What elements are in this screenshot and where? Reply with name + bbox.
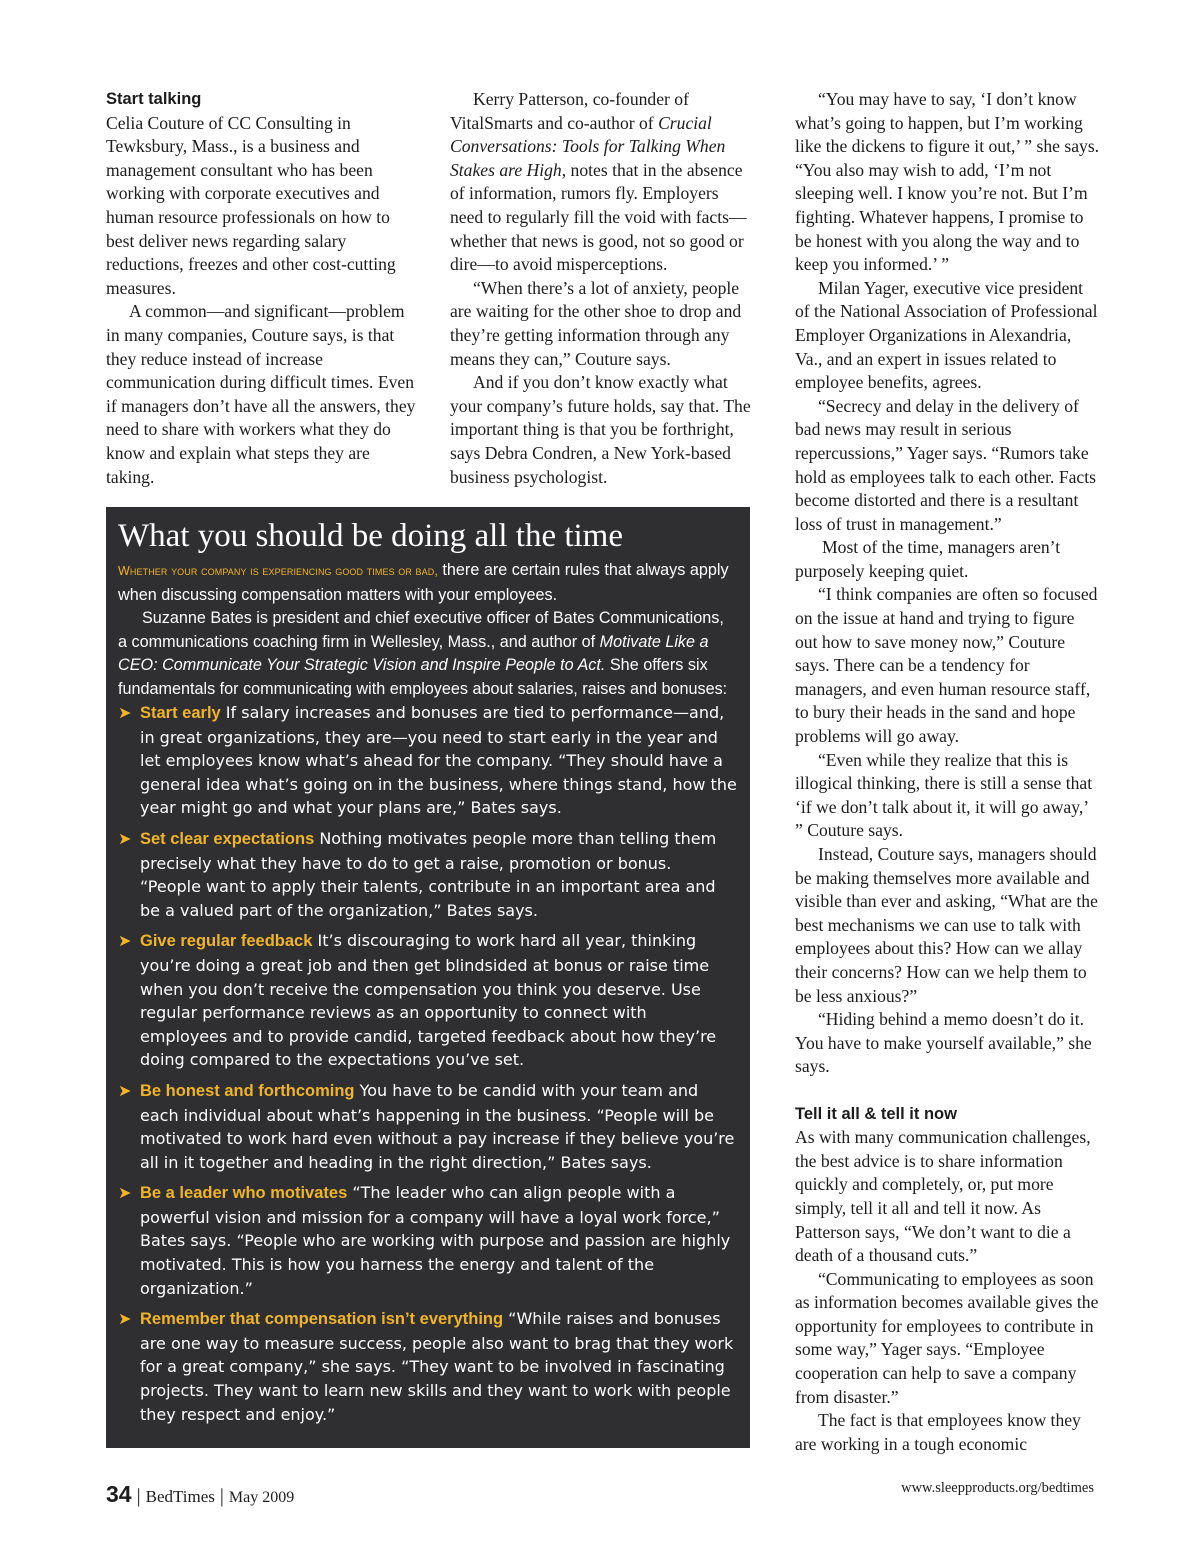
- footer-url: www.sleepproducts.org/bedtimes: [901, 1480, 1094, 1496]
- text: there are certain rules that always apply when discussing compensation matters with your employees.: [118, 561, 729, 604]
- item-heading: Be honest and forthcoming: [140, 1081, 355, 1100]
- paragraph: “Hiding behind a memo doesn’t do it. You have to make yourself available,” she says.: [795, 1009, 1092, 1077]
- column-1: [106, 88, 416, 489]
- list-item: [118, 701, 737, 820]
- text: She offers six fundamentals for communicating with employees about salaries, raises and bonuses:: [118, 656, 728, 698]
- sidebar-lead-in: Whether your company is experiencing good times or bad,: [118, 564, 438, 578]
- paragraph: Celia Couture of CC Consulting in Tewksbury, Mass., is a business and management consultant who has been working with corporate executives and human resource professionals on how to best deliver news regarding salary reductions, freezes and other cost-cutting measures.: [106, 112, 396, 298]
- paragraph: “I think companies are often so focused on the issue at hand and trying to figure out how to save money now,” Couture says. There can be a tendency for managers, and even human resource staff, to bury their heads in the sand and hope problems will go away.: [795, 584, 1098, 747]
- paragraph: A common—and significant—problem in many companies, Couture says, is that they reduce instead of increase communication during difficult times. Even if managers don’t have all the answers, they need to share with workers what they do know and explain what steps they are taking.: [106, 301, 416, 487]
- sidebar-title: What you should be doing all the time: [118, 518, 623, 554]
- arrow-bullet-icon: ➤: [118, 1080, 132, 1100]
- separator: |: [219, 1485, 224, 1507]
- list-item: [118, 827, 737, 922]
- issue-date: May 2009: [228, 1489, 295, 1506]
- paragraph: “When there’s a lot of anxiety, people are waiting for the other shoe to drop and they’re getting information through any means they can,” Couture says.: [450, 277, 742, 369]
- item-heading: Remember that compensation isn’t everything: [140, 1310, 504, 1329]
- book-title: Crucial Conversations: Tools for Talking When Stakes are High: [450, 112, 726, 180]
- paragraph: Instead, Couture says, managers should be making themselves more available and visible than ever and asking, “What are the best mechanisms we can use to talk with employees about this? How can we allay their concerns? How can we help them to be less anxious?”: [795, 844, 1098, 1006]
- sidebar-paragraph: [118, 607, 737, 701]
- page-number: 34: [106, 1481, 132, 1507]
- sidebar-box: [106, 507, 750, 1448]
- item-text: “While raises and bonuses are one way to measure success, people also want to brag that they work for a great company,” she says. “They want to be involved in fascinating projects. They want to learn new skills and they want to work with people they respect and enjoy.”: [140, 1309, 734, 1424]
- list-item: [118, 1079, 737, 1174]
- paragraph: “You may have to say, ‘I don’t know what’s going to happen, but I’m working like the dickens to figure it out,’ ” she says. “You also may wish to add, ‘I’m not sleeping well. I know you’re not. But I’m fighting. Whatever happens, I promise to be honest with you along the way and to keep you informed.’ ”: [795, 89, 1100, 275]
- paragraph: Most of the time, managers aren’t purposely keeping quiet.: [795, 537, 1061, 581]
- paragraph: And if you don’t know exactly what your company’s future holds, say that. The important thing is that you be forthright, says Debra Condren, a New York-based business psychologist.: [450, 372, 751, 487]
- list-item: [118, 1181, 737, 1300]
- arrow-bullet-icon: ➤: [118, 828, 132, 848]
- column-3: [795, 88, 1100, 1456]
- paragraph: Milan Yager, executive vice president of the National Association of Professional Employer Organizations in Alexandria, Va., and an expert in issues related to employee benefits, agrees.: [795, 277, 1098, 393]
- paragraph: “Secrecy and delay in the delivery of bad news may result in serious repercussions,” Yager says. “Rumors take hold as employees talk to each other. Facts become distorted and there is a resultant loss of trust in management.”: [795, 395, 1096, 534]
- section-heading-tell-it-all: Tell it all & tell it now: [795, 1104, 957, 1123]
- text: , notes that in the absence of information, rumors fly. Employers need to regularly fill the void with facts—whether that news is good, not so good or dire—to avoid misperceptions.: [450, 159, 747, 275]
- text: Kerry Patterson, co-founder of VitalSmarts and co-author of: [450, 89, 689, 133]
- section-heading-start-talking: Start talking: [106, 90, 202, 108]
- item-heading: Start early: [140, 704, 221, 722]
- separator: |: [136, 1485, 141, 1507]
- paragraph: “Even while they realize that this is illogical thinking, there is still a sense that ‘if we don’t talk about it, it will go away,’ ” Couture says.: [795, 749, 1093, 841]
- paragraph: “Communicating to employees as soon as information becomes available gives the opportunity for employees to contribute in some way,” Yager says. “Employee cooperation can help to save a company from disaster.”: [795, 1268, 1099, 1407]
- paragraph: As with many communication challenges, the best advice is to share information quickly and completely, or, put more simply, tell it all and tell it now. As Patterson says, “We don’t want to die a death of a thousand cuts.”: [795, 1127, 1091, 1266]
- list-item: [118, 929, 737, 1072]
- arrow-bullet-icon: ➤: [118, 1183, 132, 1203]
- text: Suzanne Bates is president and chief executive officer of Bates Communications, a communications coaching firm in Wellesley, Mass., and author of: [118, 609, 724, 651]
- item-text: It’s discouraging to work hard all year, thinking you’re doing a great job and then get blindsided at bonus or raise time when you don’t receive the compensation you think you deserve. Use regular performance reviews as an opportunity to connect with employees and to provide candid, targeted feedback about how they’re doing compared to the expectations you’ve set.: [140, 931, 717, 1070]
- paragraph: [450, 88, 754, 277]
- item-text: If salary increases and bonuses are tied to performance—and, in great organizations, they are—you need to start early in the year and let employees know what’s ahead for the company. “They should have a general idea what’s going on in the business, where things stand, how the year might go and what your plans are,” Bates says.: [140, 703, 737, 818]
- item-heading: Give regular feedback: [140, 932, 313, 951]
- arrow-bullet-icon: ➤: [118, 931, 132, 951]
- magazine-name: BedTimes: [145, 1487, 215, 1506]
- fundamentals-list: [118, 701, 737, 1426]
- item-text: You have to be candid with your team and each individual about what’s happening in the business. “People will be motivated to work hard even without a pay increase if they believe you’re all in it together and heading in the right direction,” Bates says.: [140, 1080, 735, 1172]
- paragraph: The fact is that employees know they are working in a tough economic: [795, 1410, 1081, 1454]
- footer-folio: [106, 1481, 294, 1508]
- item-heading: Be a leader who motivates: [140, 1184, 348, 1203]
- sidebar-intro: [118, 559, 737, 607]
- arrow-bullet-icon: ➤: [118, 1309, 132, 1329]
- item-heading: Set clear expectations: [140, 829, 315, 848]
- list-item: [118, 1307, 737, 1426]
- book-title: Motivate Like a CEO: Communicate Your Strategic Vision and Inspire People to Act.: [118, 632, 709, 674]
- arrow-bullet-icon: ➤: [118, 703, 132, 722]
- item-text: “The leader who can align people with a powerful vision and mission for a company will have a loyal work force,” Bates says. “People who are working with purpose and passion are highly motivated. This is how you harness the energy and talent of the organization.”: [140, 1183, 731, 1298]
- column-2: [450, 88, 754, 489]
- item-text: Nothing motivates people more than telling them precisely what they have to do to get a raise, promotion or bonus. “People want to apply their talents, contribute in an important area and be a valued part of the organization,” Bates says.: [140, 828, 717, 920]
